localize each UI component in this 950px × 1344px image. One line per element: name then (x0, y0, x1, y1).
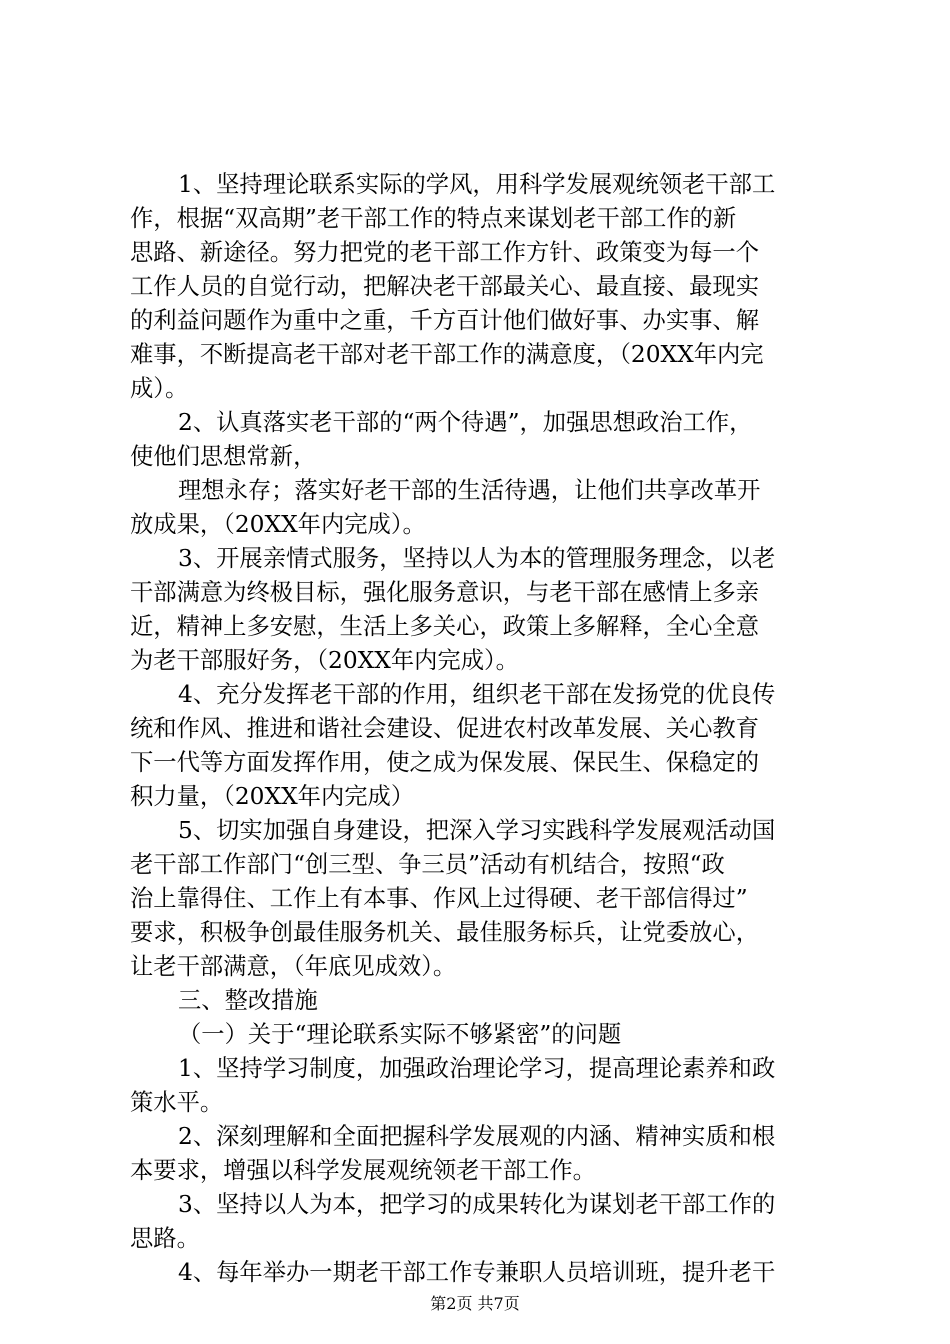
text-line: 1、坚持理论联系实际的学风，用科学发展观统领老干部工 (178, 171, 776, 198)
text-line: 工作人员的自觉行动，把解决老干部最关心、最直接、最现实 (130, 273, 760, 300)
text-line: 要求，积极争创最佳服务机关、最佳服务标兵，让党委放心， (130, 919, 760, 946)
text-line: 1、坚持学习制度，加强政治理论学习，提高理论素养和政 (178, 1055, 776, 1082)
text-line: 成）。 (130, 375, 189, 402)
text-line: 思路、新途径。努力把党的老干部工作方针、政策变为每一个 (130, 239, 760, 266)
text-line: 老干部工作部门“创三型、争三员”活动有机结合，按照“政 (130, 851, 725, 878)
text-line: 理想永存；落实好老干部的生活待遇，让他们共享改革开 (178, 477, 761, 504)
text-line: （一）关于“理论联系实际不够紧密”的问题 (178, 1021, 622, 1048)
text-line: 三、整改措施 (178, 987, 318, 1014)
text-line: 干部满意为终极目标，强化服务意识，与老干部在感情上多亲 (130, 579, 760, 606)
text-line: 下一代等方面发挥作用，使之成为保发展、保民生、保稳定的 (130, 749, 760, 776)
page-footer (0, 1294, 950, 1314)
text-line: 放成果，（20XX年内完成）。 (130, 511, 426, 538)
text-line: 治上靠得住、工作上有本事、作风上过得硬、老干部信得过” (130, 885, 748, 912)
text-line: 作，根据“双高期”老干部工作的特点来谋划老干部工作的新 (130, 205, 737, 232)
text-line: 2、认真落实老干部的“两个待遇”，加强思想政治工作， (178, 409, 753, 436)
text-line: 使他们思想常新， (130, 443, 317, 470)
text-line: 3、坚持以人为本，把学习的成果转化为谋划老干部工作的 (178, 1191, 776, 1218)
text-line: 积力量，（20XX年内完成） (130, 783, 415, 810)
text-line: 难事，不断提高老干部对老干部工作的满意度，（20XX年内完 (130, 341, 764, 368)
text-line: 4、充分发挥老干部的作用，组织老干部在发扬党的优良传 (178, 681, 776, 708)
text-line: 的利益问题作为重中之重，千方百计他们做好事、办实事、解 (130, 307, 760, 334)
page-number-label: 第2页 共7页 (430, 1294, 520, 1313)
text-line: 思路。 (130, 1225, 200, 1252)
text-line: 本要求，增强以科学发展观统领老干部工作。 (130, 1157, 596, 1184)
text-line: 策水平。 (130, 1089, 224, 1116)
text-line: 近，精神上多安慰，生活上多关心，政策上多解释，全心全意 (130, 613, 760, 640)
text-line: 3、开展亲情式服务，坚持以人为本的管理服务理念，以老 (178, 545, 776, 572)
text-line: 为老干部服好务，（20XX年内完成）。 (130, 647, 519, 674)
text-line: 让老干部满意，（年底见成效）。 (130, 953, 457, 980)
text-line: 4、每年举办一期老干部工作专兼职人员培训班，提升老干 (178, 1259, 776, 1286)
text-line: 2、深刻理解和全面把握科学发展观的内涵、精神实质和根 (178, 1123, 776, 1150)
text-line: 统和作风、推进和谐社会建设、促进农村改革发展、关心教育 (130, 715, 760, 742)
text-line: 5、切实加强自身建设，把深入学习实践科学发展观活动国 (178, 817, 776, 844)
document-body (130, 168, 830, 1290)
